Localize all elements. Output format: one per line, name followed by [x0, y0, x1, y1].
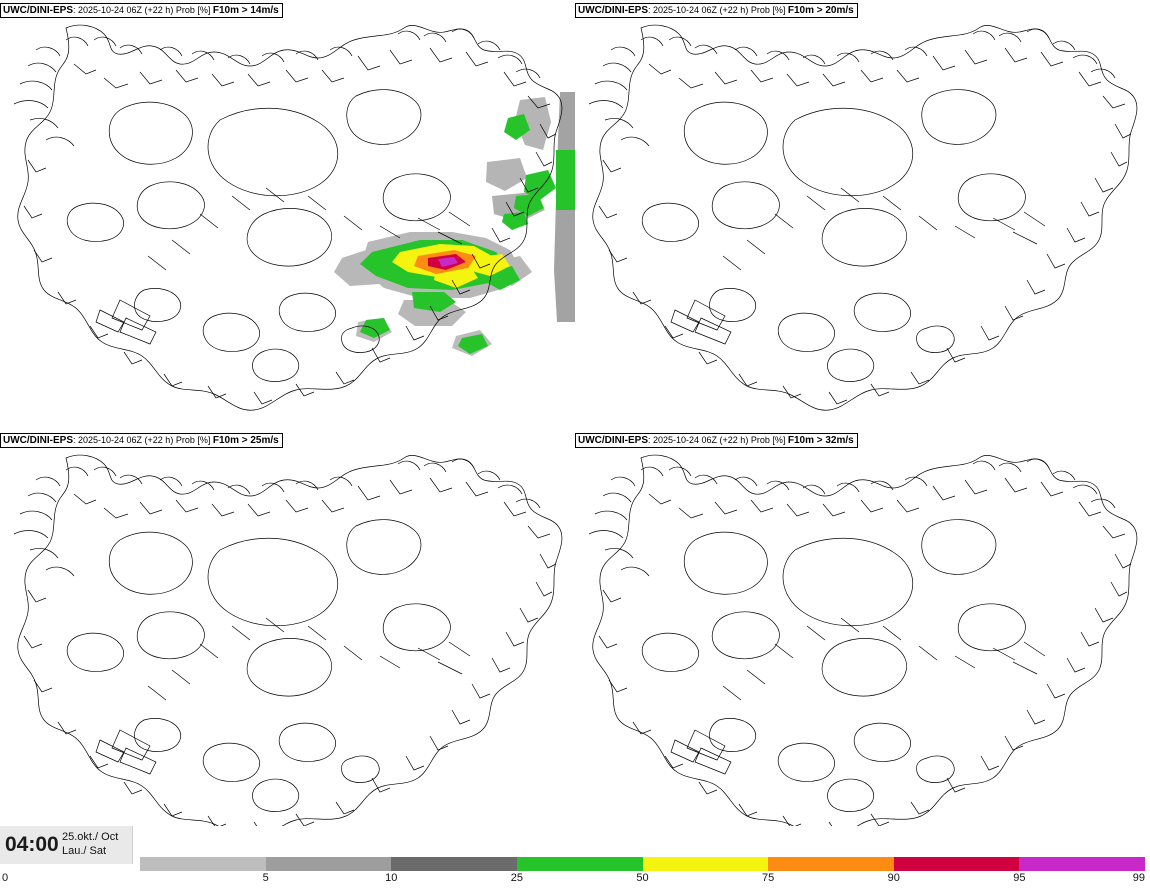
map-canvas[interactable]	[0, 430, 575, 860]
color-legend-labels	[0, 872, 1150, 886]
valid-time-clock: 04:00	[5, 833, 59, 856]
panel-model-label: UWC/DINI-EPS	[578, 435, 648, 446]
panel-title	[0, 433, 283, 448]
legend-tick-0: 0	[2, 872, 9, 884]
bottom-bar	[0, 826, 1150, 891]
panel-param-label: F10m > 14m/s	[212, 5, 279, 16]
valid-time-day: Lau./ Sat	[62, 845, 107, 857]
coastline	[14, 25, 562, 410]
legend-tick-50: 50	[636, 872, 649, 884]
panel-title	[0, 3, 283, 18]
legend-segment-25	[391, 857, 517, 871]
coastline	[589, 455, 1137, 840]
panel-model-label: UWC/DINI-EPS	[3, 5, 73, 16]
panel-model-label: UWC/DINI-EPS	[3, 435, 73, 446]
panel-title	[575, 3, 858, 18]
iceland-map	[0, 430, 575, 860]
legend-segment-10	[266, 857, 392, 871]
map-canvas[interactable]	[0, 0, 575, 430]
panel-param-label: F10m > 20m/s	[787, 5, 854, 16]
legend-segment-75	[643, 857, 769, 871]
color-legend-bar	[140, 857, 1145, 871]
legend-tick-99: 99	[1132, 872, 1145, 884]
legend-segment-90	[768, 857, 894, 871]
panel-run-label: : 2025-10-24 06Z (+22 h) Prob [%]	[73, 435, 213, 445]
coastline	[589, 25, 1137, 410]
panel-param-label: F10m > 25m/s	[212, 435, 279, 446]
legend-tick-10: 10	[385, 872, 398, 884]
panel-param-label: F10m > 32m/s	[787, 435, 854, 446]
legend-segment-50	[517, 857, 643, 871]
legend-segment-95	[894, 857, 1020, 871]
panel-run-label: : 2025-10-24 06Z (+22 h) Prob [%]	[648, 435, 788, 445]
panel-run-label: : 2025-10-24 06Z (+22 h) Prob [%]	[73, 5, 213, 15]
valid-time-box[interactable]	[0, 826, 133, 864]
iceland-map	[575, 0, 1150, 430]
legend-tick-90: 90	[887, 872, 900, 884]
legend-tick-25: 25	[510, 872, 523, 884]
legend-tick-5: 5	[262, 872, 269, 884]
map-panel-f10m-20[interactable]	[575, 0, 1150, 430]
map-canvas[interactable]	[575, 430, 1150, 860]
iceland-map	[575, 430, 1150, 860]
panel-title	[575, 433, 858, 448]
valid-time-date: 25.okt./ Oct	[62, 831, 119, 843]
map-canvas[interactable]	[575, 0, 1150, 430]
map-panel-f10m-25[interactable]	[0, 430, 575, 860]
coastline	[14, 455, 562, 840]
panel-model-label: UWC/DINI-EPS	[578, 5, 648, 16]
legend-segment-5	[140, 857, 266, 871]
iceland-map	[0, 0, 575, 430]
panel-run-label: : 2025-10-24 06Z (+22 h) Prob [%]	[648, 5, 788, 15]
legend-tick-95: 95	[1013, 872, 1026, 884]
map-panel-f10m-14[interactable]	[0, 0, 575, 430]
probability-field	[334, 92, 575, 356]
map-panel-f10m-32[interactable]	[575, 430, 1150, 860]
legend-segment-99	[1019, 857, 1145, 871]
legend-tick-75: 75	[762, 872, 775, 884]
